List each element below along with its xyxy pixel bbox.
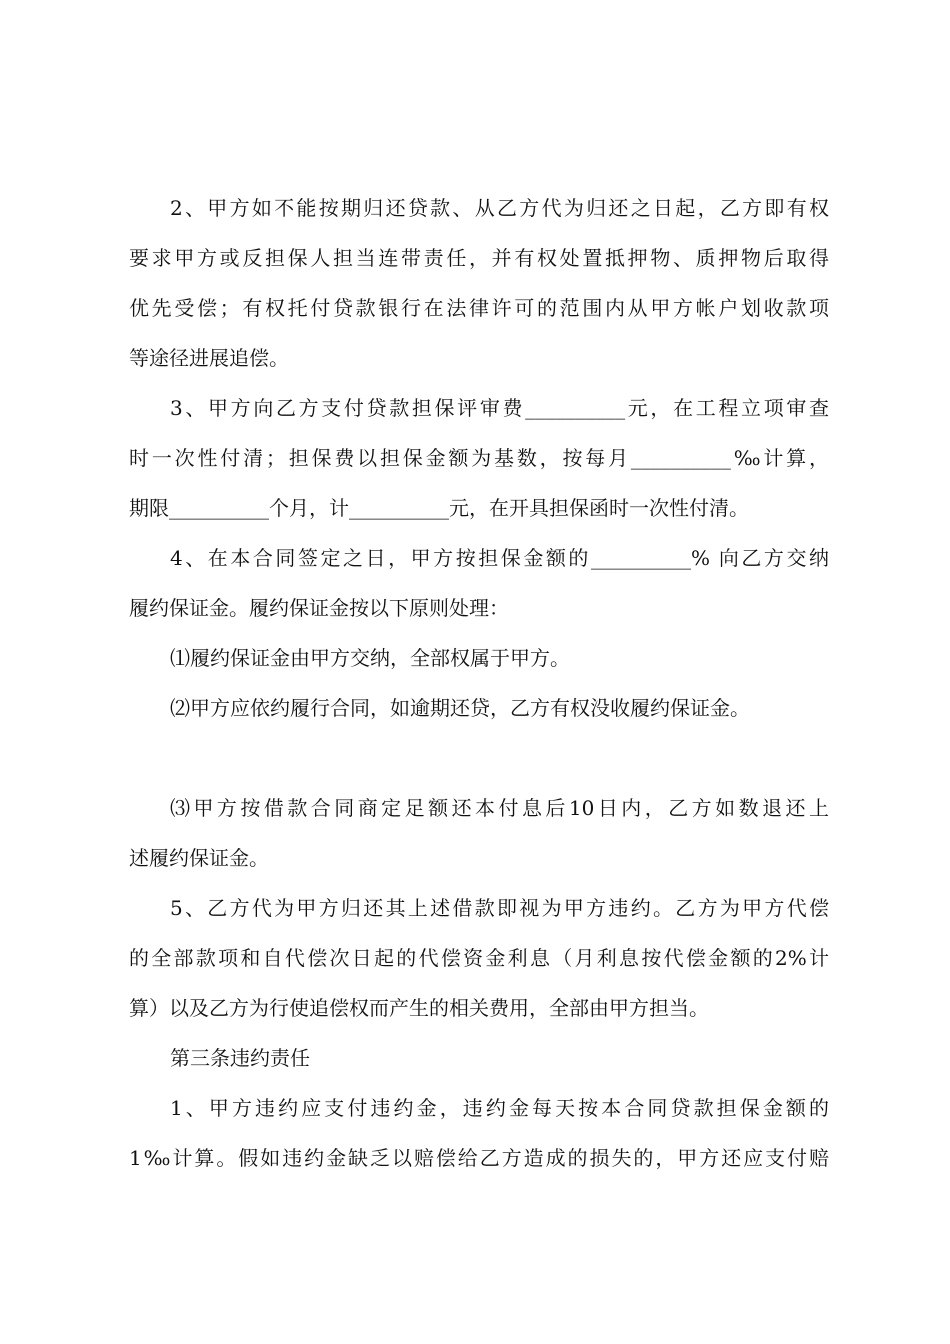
clause-3-line-1: ⑶甲方按借款合同商定足额还本付息后10日内，乙方如数退还上 bbox=[170, 796, 829, 820]
paragraph-2-line-4: 等途径进展追偿。 bbox=[129, 346, 289, 370]
paragraph-2-line-2: 要求甲方或反担保人担当连带责任，并有权处置抵押物、质押物后取得 bbox=[129, 246, 829, 270]
clause-2: ⑵甲方应依约履行合同，如逾期还贷，乙方有权没收履约保证金。 bbox=[170, 696, 750, 720]
paragraph-5-line-3: 算）以及乙方为行使追偿权而产生的相关费用，全部由甲方担当。 bbox=[129, 996, 709, 1020]
clause-1: ⑴履约保证金由甲方交纳，全部权属于甲方。 bbox=[170, 646, 570, 670]
paragraph-5-line-1: 5、乙方代为甲方归还其上述借款即视为甲方违约。乙方为甲方代偿 bbox=[170, 896, 829, 920]
clause-3-line-2: 述履约保证金。 bbox=[129, 846, 269, 870]
paragraph-4-line-2: 履约保证金。履约保证金按以下原则处理： bbox=[129, 596, 509, 620]
paragraph-5-line-2: 的全部款项和自代偿次日起的代偿资金利息（月利息按代偿金额的2%计 bbox=[129, 946, 829, 970]
section-heading-article-3: 第三条违约责任 bbox=[170, 1046, 310, 1070]
article-3-paragraph-1-line-1: 1、甲方违约应支付违约金，违约金每天按本合同贷款担保金额的 bbox=[170, 1096, 829, 1120]
paragraph-4-line-1: 4、在本合同签定之日，甲方按担保金额的__________% 向乙方交纳 bbox=[170, 546, 829, 570]
paragraph-3-line-3: 期限__________个月，计__________元，在开具担保函时一次性付清。 bbox=[129, 496, 749, 520]
paragraph-2-line-1: 2、甲方如不能按期归还贷款、从乙方代为归还之日起，乙方即有权 bbox=[170, 196, 829, 220]
paragraph-3-line-1: 3、甲方向乙方支付贷款担保评审费__________元，在工程立项审查 bbox=[170, 396, 829, 420]
paragraph-3-line-2: 时一次性付清；担保费以担保金额为基数，按每月__________‰计算， bbox=[129, 446, 829, 470]
paragraph-2-line-3: 优先受偿；有权托付贷款银行在法律许可的范围内从甲方帐户划收款项 bbox=[129, 296, 829, 320]
article-3-paragraph-1-line-2: 1‰计算。假如违约金缺乏以赔偿给乙方造成的损失的，甲方还应支付赔 bbox=[129, 1146, 829, 1170]
